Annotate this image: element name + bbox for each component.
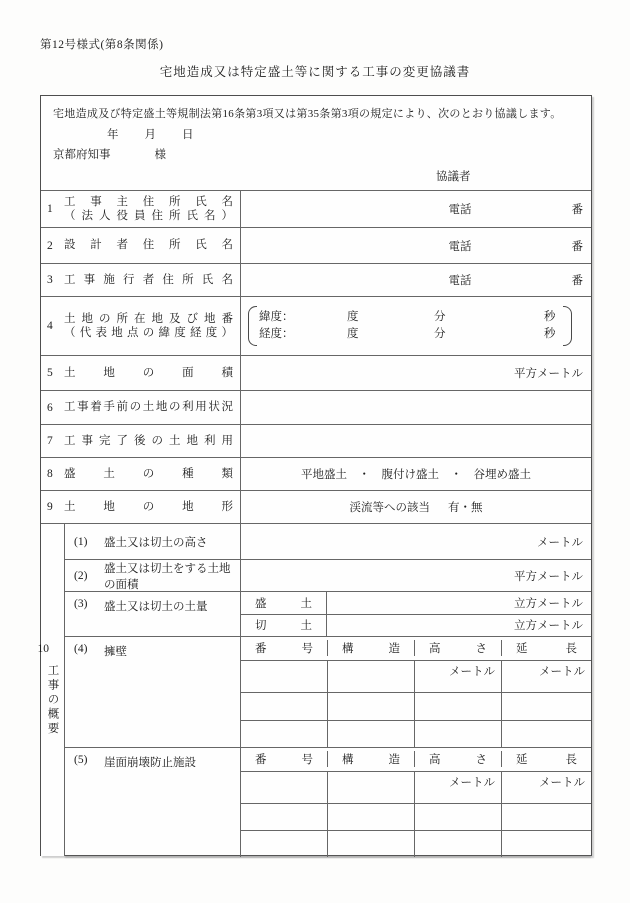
cut-soil-label: 切土 <box>255 620 312 633</box>
item-5-row <box>65 747 591 857</box>
row-1-label: 工事主住所氏名 <box>64 195 233 208</box>
cut-soil-value-cell <box>327 615 591 637</box>
row-2-label-cell <box>41 228 241 263</box>
row-5-number: 5 <box>47 367 53 379</box>
retaining-wall-length-unit: メートル <box>501 661 591 693</box>
fill-soil-unit: 立方メートル <box>514 597 583 610</box>
party-label: 協議者 <box>436 171 471 183</box>
col-number-label: 番号 <box>255 754 313 767</box>
preamble <box>41 96 591 190</box>
longitude-degree-label: 度 <box>347 328 359 340</box>
section-10-body <box>65 524 591 856</box>
row-9-value-cell <box>241 491 591 523</box>
form-number: 第12号様式(第8条関係) <box>40 39 164 51</box>
cut-soil-unit: 立方メートル <box>514 620 583 633</box>
row-7-number: 7 <box>47 435 53 447</box>
empty-cell <box>414 831 501 857</box>
row-9-number: 9 <box>47 501 53 513</box>
cliff-col-number <box>241 751 327 767</box>
row-1-phone-suffix: 番 <box>571 204 583 216</box>
item-4-number: (4) <box>74 643 88 655</box>
row-1-number: 1 <box>47 203 53 215</box>
row-4-value-cell <box>241 297 591 355</box>
statement-text: 宅地造成及び特定盛土等規制法第16条第3項又は第35条第3項の規定により、次のとおり協議します。 <box>53 108 562 120</box>
empty-cell <box>501 721 591 747</box>
empty-cell <box>241 721 327 747</box>
row-9-label-cell <box>41 491 241 523</box>
empty-cell <box>501 693 591 720</box>
retaining-wall-header-row <box>241 637 591 660</box>
row-6-number: 6 <box>47 401 53 414</box>
item-2-label: 盛土又は切土をする土地の面積 <box>104 562 231 591</box>
form-outer-box <box>37 95 592 856</box>
row-2-phone-suffix: 番 <box>571 240 583 253</box>
cliff-height-unit: メートル <box>414 772 501 804</box>
empty-cell <box>414 721 501 747</box>
item-4-label: 擁壁 <box>104 646 127 658</box>
cut-soil-row <box>241 614 591 637</box>
latitude-degree-label: 度 <box>347 311 359 323</box>
stream-note-label: 渓流等への該当 <box>349 502 430 514</box>
row-8-number: 8 <box>47 468 53 480</box>
item-2-label-cell <box>65 560 241 591</box>
form-row-1 <box>41 190 591 227</box>
form-row-9 <box>41 490 591 523</box>
cliff-number-cell <box>241 772 327 804</box>
stream-note-value: 有・無 <box>448 502 483 514</box>
date-line <box>41 126 591 142</box>
retaining-wall-unit-row <box>241 660 591 693</box>
retaining-wall-col-length <box>501 640 591 656</box>
item-3-number: (3) <box>74 598 88 610</box>
section-10-side-label <box>37 524 65 856</box>
col-height-label: 高さ <box>429 643 487 656</box>
item-3-value-cell <box>241 592 591 636</box>
col-structure-label: 構造 <box>342 643 400 656</box>
addressee: 京都府知事 <box>53 149 111 161</box>
addressee-line <box>41 146 591 162</box>
row-4-label-cell <box>41 297 241 355</box>
row-4-label: 土地の所在地及び地番 <box>64 312 233 325</box>
cliff-prevention-empty-row <box>241 830 591 857</box>
item-4-row <box>65 636 591 747</box>
col-length-label: 延長 <box>516 754 577 767</box>
item-3-label: 盛土又は切土の土量 <box>104 601 208 613</box>
retaining-wall-height-unit: メートル <box>414 661 501 693</box>
item-1-value-cell <box>241 524 591 559</box>
retaining-wall-col-height <box>414 640 501 656</box>
row-1-value-cell <box>241 191 591 227</box>
document-title: 宅地造成又は特定盛土等に関する工事の変更協議書 <box>159 65 471 79</box>
empty-cell <box>241 804 327 830</box>
longitude-second-label: 秒 <box>544 328 556 340</box>
item-3-label-cell <box>65 592 241 636</box>
fill-soil-label-cell <box>241 592 327 614</box>
row-6-label-cell <box>41 391 241 424</box>
latitude-minute-label: 分 <box>434 311 446 323</box>
col-height-label: 高さ <box>429 754 487 767</box>
fill-soil-row <box>241 592 591 614</box>
form-row-7 <box>41 424 591 457</box>
row-5-unit: 平方メートル <box>514 368 583 380</box>
bracket-right <box>563 306 572 346</box>
cut-soil-label-cell <box>241 615 327 637</box>
latitude-line <box>257 309 563 326</box>
retaining-wall-table <box>241 637 591 747</box>
row-1-label-cell <box>41 191 241 227</box>
row-3-phone-suffix: 番 <box>571 275 583 287</box>
cliff-prevention-unit-row <box>241 771 591 804</box>
date-year-label: 年 <box>107 129 119 141</box>
latitude-label: 緯度： <box>259 311 294 323</box>
row-4-number: 4 <box>47 320 53 332</box>
retaining-wall-col-structure <box>327 640 414 656</box>
row-3-value-cell <box>241 264 591 296</box>
item-1-label: 盛土又は切土の高さ <box>104 536 208 549</box>
item-5-number: (5) <box>74 754 88 766</box>
cliff-col-structure <box>327 751 414 767</box>
form-row-3 <box>41 263 591 296</box>
latitude-second-label: 秒 <box>544 311 556 323</box>
bracket-left <box>248 306 257 346</box>
item-2-number: (2) <box>74 569 88 582</box>
item-2-row <box>65 559 591 591</box>
empty-cell <box>414 804 501 830</box>
empty-cell <box>327 721 414 747</box>
row-1-label-2: （法人役員住所氏名） <box>64 210 233 222</box>
col-structure-label: 構造 <box>342 754 400 767</box>
row-9-label: 土地の地形 <box>64 500 233 513</box>
fill-soil-value-cell <box>327 592 591 614</box>
col-length-label: 延長 <box>516 643 577 656</box>
fill-type-options: 平地盛土 ・ 腹付け盛土 ・ 谷埋め盛土 <box>301 469 531 481</box>
cliff-length-unit: メートル <box>501 772 591 804</box>
item-5-label: 崖面崩壊防止施設 <box>104 757 196 769</box>
longitude-label: 経度： <box>259 328 294 340</box>
date-month-label: 月 <box>144 129 156 141</box>
empty-cell <box>414 693 501 720</box>
col-number-label: 番号 <box>255 643 313 656</box>
row-3-phone-label: 電話 <box>448 275 472 287</box>
empty-cell <box>241 693 327 720</box>
honorific: 様 <box>154 149 166 161</box>
cliff-prevention-header-row <box>241 748 591 771</box>
row-7-value-cell <box>241 425 591 457</box>
row-1-phone-label: 電話 <box>448 204 472 216</box>
stream-note <box>241 499 591 515</box>
row-2-label: 設計者住所氏名 <box>64 239 233 252</box>
form-row-5 <box>41 355 591 390</box>
empty-cell <box>327 804 414 830</box>
empty-cell <box>327 693 414 720</box>
row-3-label: 工事施行者住所氏名 <box>64 273 233 286</box>
row-6-value-cell <box>241 391 591 424</box>
section-10 <box>37 523 591 856</box>
row-5-label-cell <box>41 356 241 390</box>
row-3-label-cell <box>41 264 241 296</box>
cliff-col-length <box>501 751 591 767</box>
section-10-number: 10 <box>37 643 49 656</box>
row-2-number: 2 <box>47 239 53 252</box>
empty-cell <box>327 831 414 857</box>
item-2-unit: 平方メートル <box>514 570 583 583</box>
fill-soil-label: 盛土 <box>255 597 312 610</box>
longitude-line <box>257 326 563 343</box>
retaining-wall-number-cell <box>241 661 327 693</box>
item-1-row <box>65 524 591 559</box>
empty-cell <box>241 831 327 857</box>
item-1-number: (1) <box>74 535 88 548</box>
section-10-title: 工事の概要 <box>46 664 59 737</box>
cliff-structure-cell <box>327 772 414 804</box>
form-row-8 <box>41 457 591 490</box>
empty-cell <box>501 831 591 857</box>
retaining-wall-empty-row <box>241 720 591 747</box>
cliff-col-height <box>414 751 501 767</box>
row-5-value-cell <box>241 356 591 390</box>
row-7-label: 工事完了後の土地利用 <box>64 434 233 447</box>
cliff-prevention-empty-row <box>241 803 591 830</box>
row-2-value-cell <box>241 228 591 263</box>
row-3-number: 3 <box>47 274 53 286</box>
form-row-6 <box>41 390 591 424</box>
retaining-wall-empty-row <box>241 692 591 720</box>
row-2-phone-label: 電話 <box>448 240 472 253</box>
item-4-label-cell <box>65 637 241 747</box>
cliff-prevention-table <box>241 748 591 857</box>
row-8-value-cell <box>241 458 591 490</box>
form-row-4 <box>41 296 591 355</box>
item-3-row <box>65 591 591 636</box>
form-row-2 <box>41 227 591 263</box>
row-8-label: 盛土の種類 <box>64 467 233 480</box>
row-4-label-2: （代表地点の緯度経度） <box>64 327 233 339</box>
item-5-label-cell <box>65 748 241 857</box>
date-day-label: 日 <box>182 129 194 141</box>
item-2-value-cell <box>241 560 591 591</box>
item-1-unit: メートル <box>537 536 583 549</box>
row-5-label: 土地の面積 <box>64 366 233 379</box>
item-1-label-cell <box>65 524 241 559</box>
empty-cell <box>501 804 591 830</box>
retaining-wall-structure-cell <box>327 661 414 693</box>
row-6-label: 工事着手前の土地の利用状況 <box>64 401 233 414</box>
longitude-minute-label: 分 <box>434 328 446 340</box>
row-8-label-cell <box>41 458 241 490</box>
row-7-label-cell <box>41 425 241 457</box>
retaining-wall-col-number <box>241 640 327 656</box>
